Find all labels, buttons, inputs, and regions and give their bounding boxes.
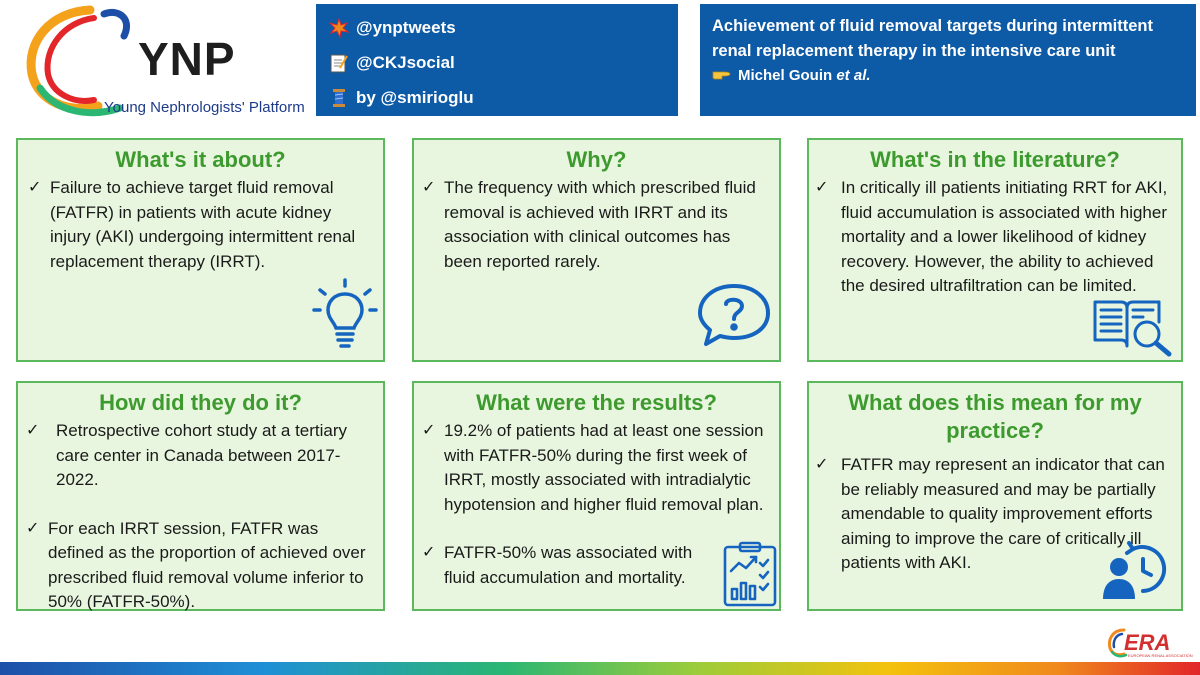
paper-title-box bbox=[700, 4, 1196, 116]
era-logo-subtitle: EUROPEAN RENAL ASSOCIATION bbox=[1128, 653, 1193, 658]
user-clock-icon bbox=[1099, 541, 1167, 608]
handle-text: by @smirioglu bbox=[356, 87, 474, 107]
handle-text: @CKJsocial bbox=[356, 52, 455, 72]
panel-heading: How did they do it? bbox=[99, 390, 302, 415]
panel-whats-it-about bbox=[16, 138, 385, 362]
check-icon: ✓ bbox=[815, 456, 829, 473]
paper-author bbox=[712, 66, 1184, 84]
handle-smirioglu[interactable] bbox=[328, 80, 666, 115]
panel-point: ✓ Failure to achieve target fluid removal (FATFR) in patients with acute kidney injury (AKI) undergoing intermittent renal replacement therapy (IRRT). bbox=[28, 178, 356, 271]
check-icon: ✓ bbox=[422, 422, 436, 439]
author-suffix: et al. bbox=[836, 66, 871, 84]
check-icon: ✓ bbox=[815, 179, 829, 196]
panel-heading: What's it about? bbox=[115, 147, 286, 172]
panel-why bbox=[412, 138, 781, 362]
panel-heading: What's in the literature? bbox=[870, 147, 1120, 172]
panel-whats-in-the-literature bbox=[807, 138, 1183, 362]
panel-heading: What were the results? bbox=[476, 390, 717, 415]
rainbow-footer-bar bbox=[0, 662, 1200, 675]
social-handles-box bbox=[316, 4, 678, 116]
logo-subtitle: Young Nephrologists' Platform bbox=[104, 99, 305, 116]
memo-icon bbox=[328, 52, 350, 74]
panel-point: ✓ FATFR may represent an indicator that can be reliably measured and may be partially amendable to quality improvement efforts aiming to improve the care of critically ill patients with AKI. bbox=[815, 455, 1165, 572]
era-logo bbox=[1106, 626, 1193, 660]
check-icon: ✓ bbox=[422, 544, 436, 561]
handle-ckjsocial[interactable] bbox=[328, 45, 666, 80]
check-icon: ✓ bbox=[26, 519, 40, 537]
check-icon: ✓ bbox=[28, 179, 42, 196]
author-name: Michel Gouin bbox=[738, 66, 833, 84]
collision-icon bbox=[328, 17, 350, 39]
era-logo-text: ERA bbox=[1124, 630, 1171, 655]
book-magnifier-icon bbox=[1091, 296, 1173, 363]
ynp-logo bbox=[20, 2, 305, 120]
check-icon: ✓ bbox=[26, 422, 40, 439]
lightbulb-icon bbox=[312, 278, 378, 359]
panel-point: ✓ In critically ill patients initiating RRT for AKI, fluid accumulation is associated with higher mortality and a lower likelihood of kidney recovery. However, the ability to achieved the desired ultrafiltration can be limited. bbox=[815, 178, 1168, 295]
panel-point: ✓ Retrospective cohort study at a tertiary care center in Canada between 2017-2022. bbox=[26, 421, 348, 489]
handle-text: @ynptweets bbox=[356, 17, 456, 37]
panel-point: ✓ For each IRRT session, FATFR was defined as the proportion of achieved over prescribed fluid removal volume inferior to 50% (FATFR-50%). bbox=[26, 518, 366, 611]
logo-brand: YNP bbox=[138, 33, 236, 85]
handle-ynptweets[interactable] bbox=[328, 10, 666, 45]
check-icon: ✓ bbox=[422, 179, 436, 196]
panel-heading: What does this mean for my practice? bbox=[848, 390, 1142, 443]
thread-icon bbox=[328, 87, 350, 109]
panel-point: ✓ The frequency with which prescribed fluid removal is achieved with IRRT and its association with clinical outcomes has been reported rarely. bbox=[422, 178, 756, 271]
question-bubble-icon bbox=[694, 280, 774, 355]
panel-what-does-this-mean bbox=[807, 381, 1183, 611]
panel-point: ✓ 19.2% of patients had at least one session with FATFR-50% during the first week of IRRT, mostly associated with intradialytic hypotension and higher fluid removal plan. bbox=[422, 421, 764, 514]
panel-point: ✓ FATFR-50% was associated with fluid accumulation and mortality. bbox=[422, 543, 693, 587]
clipboard-chart-icon bbox=[722, 541, 778, 612]
pointing-hand-icon bbox=[712, 66, 732, 84]
paper-title: Achievement of fluid removal targets during intermittent renal replacement therapy in the intensive care unit bbox=[712, 17, 1153, 60]
panel-heading: Why? bbox=[566, 147, 627, 172]
panel-how-did-they-do-it bbox=[16, 381, 385, 611]
panel-what-were-the-results bbox=[412, 381, 781, 611]
